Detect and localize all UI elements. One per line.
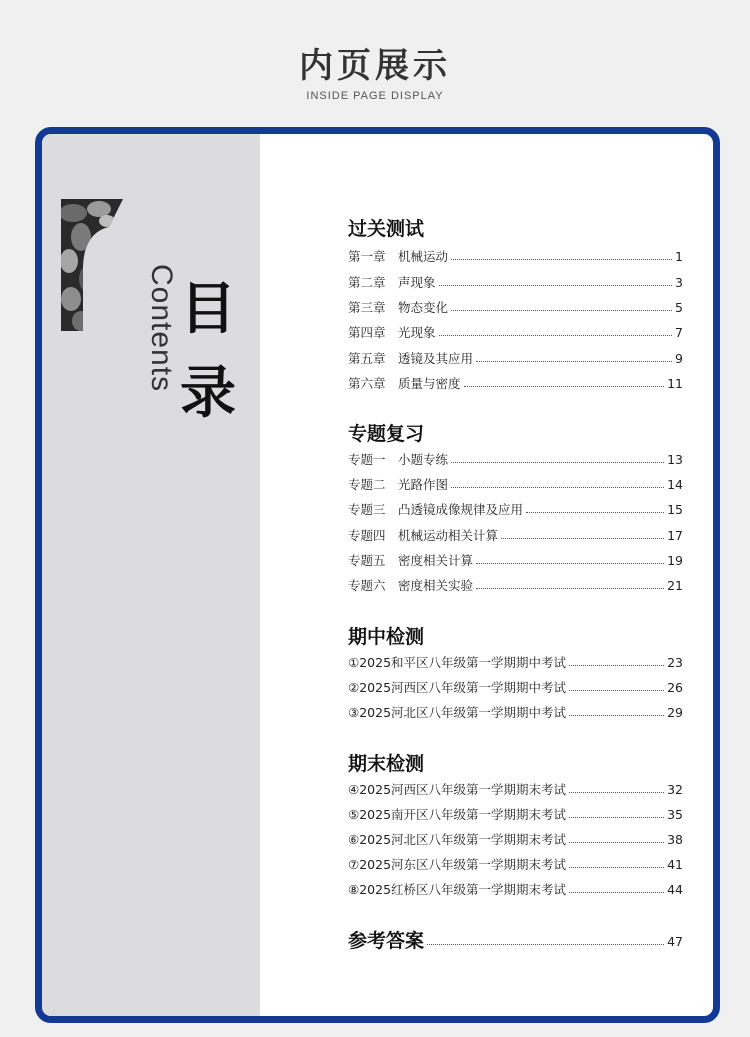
toc-entry[interactable]: 第五章 透镜及其应用 9 bbox=[348, 350, 683, 366]
dot-leader bbox=[427, 944, 664, 945]
toc-entry[interactable]: 第一章 机械运动 1 bbox=[348, 248, 683, 264]
page-subtitle: INSIDE PAGE DISPLAY bbox=[306, 90, 444, 102]
toc-entry[interactable]: 专题一 小题专练 13 bbox=[348, 451, 683, 467]
toc-entry[interactable]: ⑦2025河东区八年级第一学期期末考试 41 bbox=[348, 856, 683, 872]
section-title: 期中检测 bbox=[348, 626, 425, 648]
toc-entry[interactable]: ⑥2025河北区八年级第一学期期末考试 38 bbox=[348, 831, 683, 847]
contents-label: Contents bbox=[145, 264, 178, 393]
section-title: 过关测试 bbox=[348, 218, 425, 240]
toc-entry[interactable]: 专题四 机械运动相关计算 17 bbox=[348, 527, 683, 543]
toc-entry[interactable]: 专题六 密度相关实验 21 bbox=[348, 577, 683, 593]
toc-entry[interactable]: ①2025和平区八年级第一学期期中考试 23 bbox=[348, 654, 683, 670]
toc-entry[interactable]: ④2025河西区八年级第一学期期末考试 32 bbox=[348, 781, 683, 797]
section-title: 专题复习 bbox=[348, 423, 425, 445]
page-title: 内页展示 bbox=[299, 46, 451, 86]
toc-entry[interactable]: ③2025河北区八年级第一学期期中考试 29 bbox=[348, 704, 683, 720]
toc-entry[interactable]: 第六章 质量与密度 11 bbox=[348, 375, 683, 391]
toc-entry[interactable]: 专题二 光路作图 14 bbox=[348, 476, 683, 492]
mulu-char-bottom: 录 bbox=[180, 361, 236, 426]
toc-entry[interactable]: 专题五 密度相关计算 19 bbox=[348, 552, 683, 568]
toc-side-panel bbox=[42, 134, 260, 1016]
answers-title: 参考答案 bbox=[348, 930, 425, 952]
toc-entry[interactable]: 第四章 光现象 7 bbox=[348, 324, 683, 340]
section-title: 期末检测 bbox=[348, 753, 425, 775]
toc-entry[interactable]: ②2025河西区八年级第一学期期中考试 26 bbox=[348, 679, 683, 695]
answers-page: 47 bbox=[667, 934, 683, 949]
toc-entry[interactable]: 第三章 物态变化 5 bbox=[348, 299, 683, 315]
toc-entry[interactable]: 专题三 凸透镜成像规律及应用 15 bbox=[348, 501, 683, 517]
quote-mark-icon bbox=[61, 199, 123, 331]
toc-entry[interactable]: ⑧2025红桥区八年级第一学期期末考试 44 bbox=[348, 881, 683, 897]
book-page-frame bbox=[35, 127, 720, 1023]
toc-entry-answers[interactable] bbox=[348, 926, 683, 953]
mulu-char-top: 目 bbox=[180, 277, 236, 342]
toc-entry[interactable]: ⑤2025南开区八年级第一学期期末考试 35 bbox=[348, 806, 683, 822]
toc-entry[interactable]: 第二章 声现象 3 bbox=[348, 274, 683, 290]
